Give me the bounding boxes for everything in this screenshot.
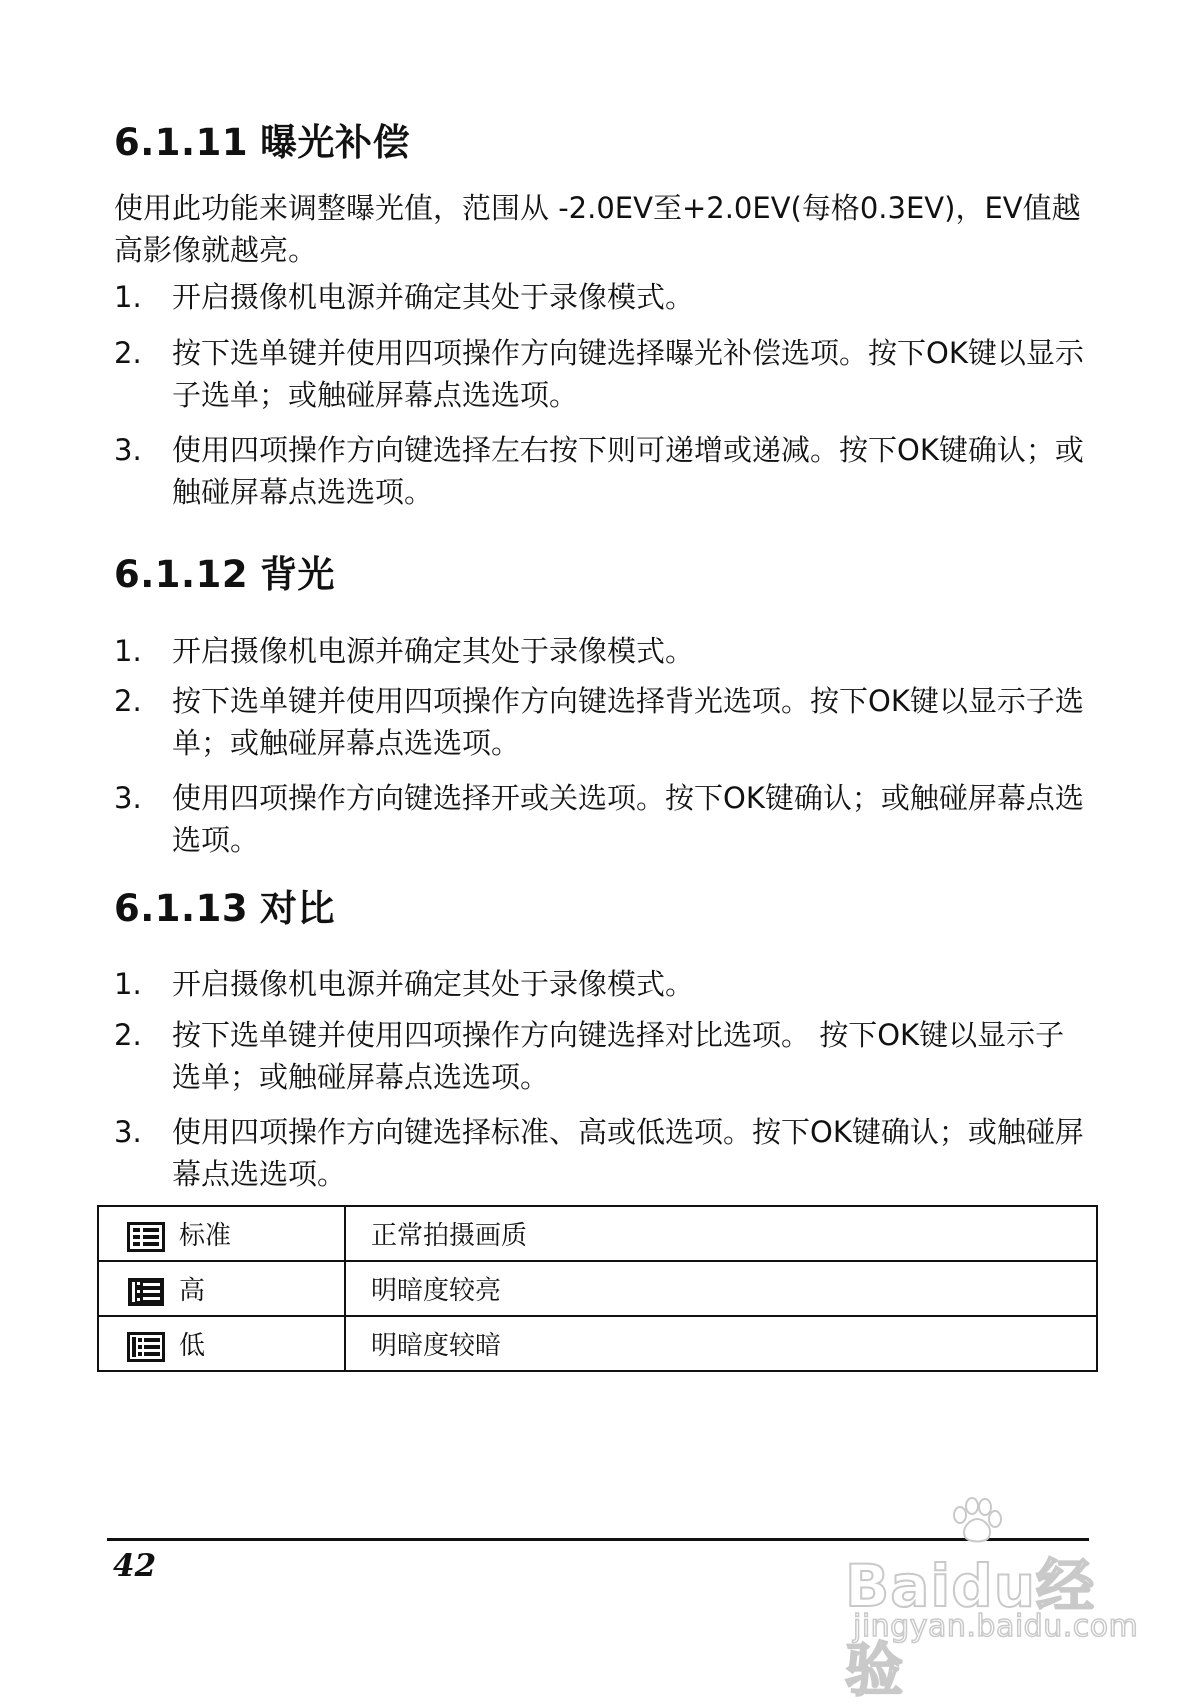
step-text: 按下选单键并使用四项操作方向键选择曝光补偿选项。按下OK键以显示子选单；或触碰屏幕点选选项。 [172, 336, 1084, 412]
section-title: 曝光补偿 [260, 121, 410, 164]
option-label: 低 [179, 1331, 206, 1361]
step-number: 1. [114, 280, 142, 314]
option-cell [98, 1206, 345, 1261]
step-text: 开启摄像机电源并确定其处于录像模式。 [172, 280, 695, 314]
description-cell: 明暗度较亮 [345, 1261, 1097, 1316]
section-heading-backlight [114, 553, 335, 597]
baidu-watermark [845, 1495, 1145, 1704]
step-number: 1. [114, 967, 142, 1001]
step-number: 2. [114, 336, 142, 370]
contrast-low-icon [127, 1332, 165, 1362]
section-title: 背光 [260, 553, 335, 596]
description-cell: 明暗度较暗 [345, 1316, 1097, 1371]
list-item [114, 777, 1089, 861]
step-number: 2. [114, 1018, 142, 1052]
contrast-high-icon [127, 1277, 165, 1307]
section-heading-exposure [114, 121, 410, 165]
step-text: 使用四项操作方向键选择左右按下则可递增或递减。按下OK键确认；或触碰屏幕点选选项。 [172, 433, 1084, 509]
section-heading-contrast [114, 887, 335, 931]
table-row [98, 1206, 1097, 1261]
step-number: 3. [114, 433, 142, 467]
option-cell [98, 1261, 345, 1316]
step-number: 1. [114, 634, 142, 668]
contrast-options-table [97, 1205, 1098, 1372]
section-title: 对比 [260, 887, 335, 930]
list-item [114, 429, 1089, 513]
list-item [114, 1014, 1089, 1098]
section-number: 6.1.12 [114, 553, 249, 596]
option-cell [98, 1316, 345, 1371]
list-item [114, 630, 1089, 672]
description-cell: 正常拍摄画质 [345, 1206, 1097, 1261]
page-number: 42 [113, 1548, 157, 1584]
step-text: 开启摄像机电源并确定其处于录像模式。 [172, 634, 695, 668]
step-text: 使用四项操作方向键选择标准、高或低选项。按下OK键确认；或触碰屏幕点选选项。 [172, 1115, 1084, 1191]
table-row [98, 1261, 1097, 1316]
list-item [114, 963, 1089, 1005]
option-label: 高 [179, 1276, 206, 1306]
list-item [114, 276, 1089, 318]
list-item [114, 1111, 1089, 1195]
option-label: 标准 [179, 1221, 232, 1251]
exposure-intro: 使用此功能来调整曝光值，范围从 -2.0EV至+2.0EV(每格0.3EV)，EV值越高影像就越亮。 [114, 191, 1081, 267]
step-text: 开启摄像机电源并确定其处于录像模式。 [172, 967, 695, 1001]
step-number: 3. [114, 781, 142, 815]
step-text: 使用四项操作方向键选择开或关选项。按下OK键确认；或触碰屏幕点选选项。 [172, 781, 1084, 857]
list-item [114, 332, 1089, 416]
step-text: 按下选单键并使用四项操作方向键选择背光选项。按下OK键以显示子选单；或触碰屏幕点选选项。 [172, 684, 1084, 760]
watermark-brand: Baidu经验 [845, 1552, 1096, 1704]
table-row [98, 1316, 1097, 1371]
watermark-url: jingyan.baidu.com [853, 1609, 1139, 1644]
list-item [114, 680, 1089, 764]
step-text: 按下选单键并使用四项操作方向键选择对比选项。 按下OK键以显示子选单；或触碰屏幕点选选项。 [172, 1018, 1065, 1094]
contrast-standard-icon [127, 1222, 165, 1252]
section-number: 6.1.11 [114, 121, 249, 164]
section-number: 6.1.13 [114, 887, 249, 930]
step-number: 2. [114, 684, 142, 718]
step-number: 3. [114, 1115, 142, 1149]
